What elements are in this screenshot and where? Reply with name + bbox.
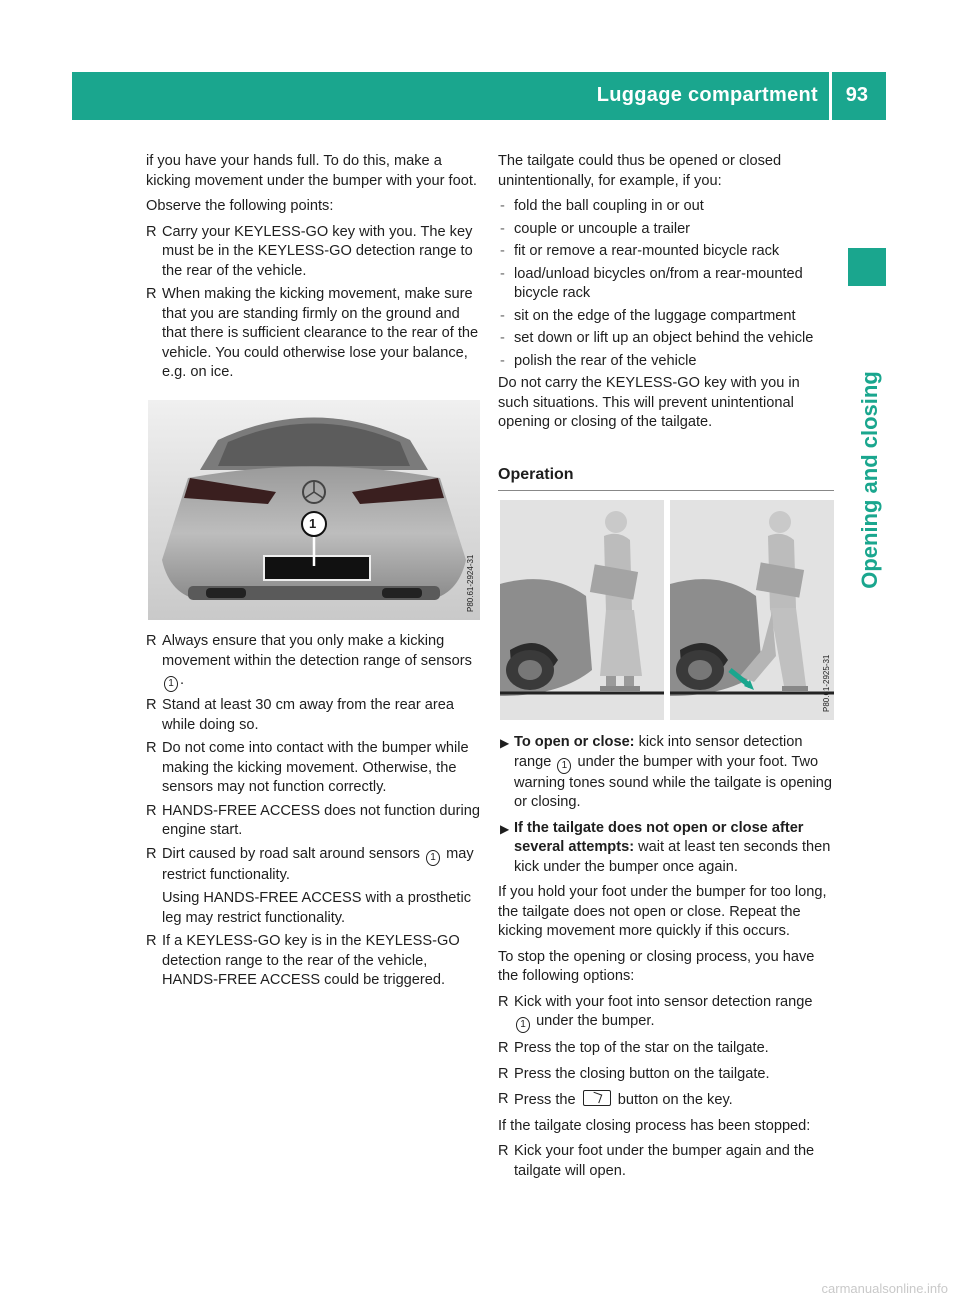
operation-illustration-standing (500, 500, 664, 720)
situations-list (498, 197, 834, 371)
list-item (146, 739, 482, 798)
list-item-text: sit on the edge of the luggage compartment (514, 307, 796, 324)
dash-marker: - (500, 198, 505, 214)
list-item-text: Press the top of the star on the tailgate. (514, 1040, 769, 1056)
left-column-continued (146, 632, 482, 995)
heading-rule (498, 490, 834, 491)
figure-code: P80.61-2925-31 (822, 654, 831, 712)
step-text: kick into sensor detection range (514, 734, 803, 770)
operation-illustration-kicking (670, 500, 834, 720)
chapter-label-text: Opening and closing (857, 371, 882, 589)
dash-marker: - (500, 243, 505, 259)
bullet-marker: R (146, 223, 157, 240)
list-item-text: fit or remove a rear-mounted bicycle rack (514, 243, 780, 259)
figure-code: P80.61-2924-31 (466, 554, 475, 612)
list-item-text: load/unload bicycles on/from a rear-mounted bicycle rack (514, 265, 803, 301)
car-rear-drawing (148, 400, 480, 620)
right-column (498, 152, 834, 439)
dash-marker: - (500, 352, 505, 369)
step-item (498, 819, 834, 878)
stop-options-list (498, 993, 834, 1111)
bullet-marker: R (498, 993, 509, 1010)
list-item (498, 197, 834, 217)
marker-1-icon: 1 (164, 676, 178, 692)
observe-paragraph: Observe the following points: (146, 198, 334, 214)
car-rear-illustration (148, 400, 480, 620)
list-item (146, 696, 482, 735)
list-item-text-end: under the bumper. (536, 1013, 655, 1029)
bullet-marker: R (146, 286, 157, 302)
list-item (146, 632, 482, 692)
operation-heading: Operation (498, 466, 574, 483)
marker-1-icon: 1 (426, 850, 440, 866)
list-item-text: Carry your KEYLESS-GO key with you. The key must be in the KEYLESS-GO detection range to the rear of the vehicle. (162, 223, 473, 279)
bullet-marker: R (146, 802, 157, 819)
bullet-marker: R (498, 1091, 509, 1107)
list-item (498, 242, 834, 262)
tailgate-key-icon (583, 1090, 611, 1106)
list-item-text: fold the ball coupling in or out (514, 198, 704, 214)
hold-paragraph: If you hold your foot under the bumper for too long, the tailgate does not open or close. Repeat the kicking movement more quickly if this occurs. (498, 884, 827, 939)
list-item (498, 1142, 834, 1181)
sensor-notes-list (146, 632, 482, 991)
operation-steps (498, 733, 834, 877)
intro-paragraph: if you have your hands full. To do this, make a kicking movement under the bumper with your foot. (146, 153, 477, 189)
list-item-text: Do not come into contact with the bumper while making the kicking movement. Otherwise, the sensors may not function correctly. (162, 740, 469, 795)
list-item (498, 329, 834, 349)
dash-marker: - (500, 265, 505, 282)
kicking-person-drawing (670, 500, 834, 720)
list-item-text: Always ensure that you only make a kicking movement within the detection range of sensors (162, 633, 472, 669)
dash-marker: - (500, 220, 505, 237)
list-item (498, 220, 834, 240)
step-item (498, 733, 834, 813)
list-item (498, 993, 834, 1034)
footer-watermark: carmanualsonline.info (821, 1281, 948, 1296)
list-item-text: Dirt caused by road salt around sensors (162, 845, 420, 862)
list-item-text: If a KEYLESS-GO key is in the KEYLESS-GO detection range to the rear of the vehicle, HANDS-FREE ACCESS could be triggered. (162, 933, 460, 988)
left-column (146, 152, 482, 387)
marker-1-icon: 1 (516, 1017, 530, 1033)
list-item (498, 1090, 834, 1111)
list-item-text: Kick with your foot into sensor detection range (514, 993, 813, 1010)
step-title: If the tailgate does not open or close after several attempts: (514, 819, 804, 855)
step-title: To open or close: (514, 734, 635, 750)
bullet-marker: R (498, 1040, 509, 1056)
list-item (146, 845, 482, 929)
list-item-text: Kick your foot under the bumper again and the tailgate will open. (514, 1143, 815, 1179)
list-item (146, 802, 482, 841)
figure-marker-1: 1 (309, 516, 317, 531)
step-arrow-icon: ▶ (500, 736, 510, 750)
list-item (146, 932, 482, 991)
dash-marker: - (500, 307, 505, 324)
bullet-marker: R (146, 740, 157, 756)
list-item-text: Press the closing button on the tailgate. (514, 1065, 770, 1082)
standing-person-drawing (500, 500, 664, 720)
list-item-text-end: may restrict functionality. (162, 845, 474, 883)
bullet-marker: R (498, 1065, 509, 1082)
list-item-text: polish the rear of the vehicle (514, 352, 697, 369)
observe-list (146, 223, 482, 383)
list-item-text: HANDS-FREE ACCESS does not function during engine start. (162, 802, 480, 838)
header-divider (829, 72, 832, 120)
list-item (498, 352, 834, 372)
list-item-subtext: Using HANDS-FREE ACCESS with a prosthetic leg may restrict functionality. (162, 890, 471, 926)
marker-1-icon: 1 (557, 758, 571, 774)
list-item (146, 285, 482, 383)
list-item-text-end: . (180, 672, 185, 688)
bullet-marker: R (146, 933, 157, 949)
stopped-paragraph: If the tailgate closing process has been stopped: (498, 1117, 811, 1134)
list-item-text: set down or lift up an object behind the vehicle (514, 330, 814, 346)
list-item-text: Press the (514, 1092, 576, 1108)
list-item-text-end: button on the key. (617, 1092, 733, 1108)
bullet-marker: R (146, 697, 157, 713)
list-item (498, 1039, 834, 1059)
dash-marker: - (500, 330, 505, 346)
list-item (146, 223, 482, 282)
right-column-lower (498, 733, 834, 1187)
list-item-text: Stand at least 30 cm away from the rear area while doing so. (162, 697, 455, 733)
stop-paragraph: To stop the opening or closing process, you have the following options: (498, 948, 815, 984)
chapter-tab-marker (848, 248, 886, 286)
unintentional-intro: The tailgate could thus be opened or closed unintentionally, for example, if you: (498, 153, 782, 189)
chapter-side-label (840, 350, 900, 610)
step-arrow-icon: ▶ (500, 821, 510, 836)
bullet-marker: R (146, 633, 157, 649)
page-number: 93 (845, 84, 868, 106)
bullet-marker: R (498, 1143, 509, 1159)
list-item-text: When making the kicking movement, make sure that you are standing firmly on the ground and that there is sufficient clearance to the rear of the vehicle. You could otherwise lose your balance, e.g. on ice. (162, 286, 479, 380)
list-item (498, 1065, 834, 1085)
step-text: wait at least ten seconds then kick under the bumper once again. (514, 839, 831, 875)
step-text-end: under the bumper with your foot. Two warning tones sound while the tailgate is opening or closing. (514, 753, 833, 810)
bullet-marker: R (146, 845, 157, 862)
stopped-options-list (498, 1142, 834, 1181)
list-item-text: couple or uncouple a trailer (514, 220, 691, 237)
list-item (498, 265, 834, 304)
list-item (498, 307, 834, 327)
section-title: Luggage compartment (596, 84, 818, 106)
warning-paragraph: Do not carry the KEYLESS-GO key with you in such situations. This will prevent unintentional opening or closing of the tailgate. (498, 375, 800, 430)
header-bar (72, 72, 886, 120)
